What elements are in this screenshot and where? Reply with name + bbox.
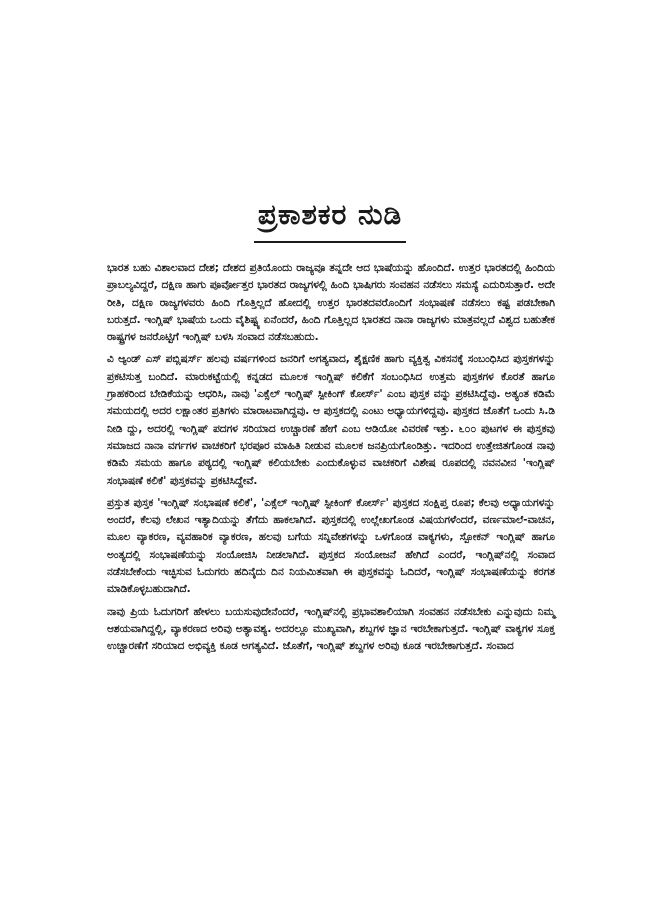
body-text	[107, 260, 555, 661]
paragraph-4: ನಾವು ಪ್ರಿಯ ಓದುಗರಿಗೆ ಹೇಳಲು ಬಯಸುವುದೇನೆಂದರೆ, ಇಂಗ್ಲಿಷ್‌ನಲ್ಲಿ ಪ್ರಭಾವಶಾಲಿಯಾಗಿ ಸಂವಹನ ನಡೆಸಬೇಕು ಎನ್ನುವುದು ನಿಮ್ಮ ಆಶಯವಾಗಿದ್ದಲ್ಲಿ, ವ್ಯಾಕರಣದ ಅರಿವು ಅತ್ಯಾವಶ್ಯ. ಅದರಲ್ಲೂ ಮುಖ್ಯವಾಗಿ, ಶಬ್ದಗಳ ಜ್ಞಾನ ಇರಬೇಕಾಗುತ್ತದೆ. ಇಂಗ್ಲಿಷ್ ವಾಕ್ಯಗಳ ಸೂಕ್ತ ಉಚ್ಚಾರಣೆಗೆ ಸರಿಯಾದ ಅಭಿವ್ಯಕ್ತಿ ಕೂಡ ಅಗತ್ಯವಿದೆ. ಜೊತೆಗೆ, ಇಂಗ್ಲಿಷ್ ಶಬ್ದಗಳ ಅರಿವು ಕೂಡ ಇರಬೇಕಾಗುತ್ತದೆ. ಸಂವಾದ	[107, 605, 555, 653]
page-title: ಪ್ರಕಾಶಕರ ನುಡಿ	[257, 198, 403, 231]
paragraph-1: ಭಾರತ ಬಹು ವಿಶಾಲವಾದ ದೇಶ; ದೇಶದ ಪ್ರತಿಯೊಂದು ರಾಜ್ಯವೂ ತನ್ನದೇ ಆದ ಭಾಷೆಯನ್ನು ಹೊಂದಿದೆ. ಉತ್ತರ ಭಾರತದಲ್ಲಿ ಹಿಂದಿಯ ಪ್ರಾಬಲ್ಯವಿದ್ದರೆ, ದಕ್ಷಿಣ ಹಾಗು ಪೂರ್ವೋತ್ತರ ಭಾರತದ ರಾಜ್ಯಗಳಲ್ಲಿ ಹಿಂದಿ ಭಾಷಿಗರು ಸಂವಹನ ನಡೆಸಲು ಸಮಸ್ಯೆ ಎದುರಿಸುತ್ತಾರೆ. ಅದೇ ರೀತಿ, ದಕ್ಷಿಣ ರಾಜ್ಯಗಳವರು ಹಿಂದಿ ಗೊತ್ತಿಲ್ಲದೆ ಹೋದಲ್ಲಿ ಉತ್ತರ ಭಾರತದವರೊಂದಿಗೆ ಸಂಭಾಷಣೆ ನಡೆಸಲು ಕಷ್ಟ ಪಡಬೇಕಾಗಿ ಬರುತ್ತದೆ. ಇಂಗ್ಲಿಷ್ ಭಾಷೆಯ ಒಂದು ವೈಶಿಷ್ಟ್ಯ ಏನೆಂದರೆ, ಹಿಂದಿ ಗೊತ್ತಿಲ್ಲದ ಭಾರತದ ನಾನಾ ರಾಜ್ಯಗಳು ಮಾತ್ರವಲ್ಲದೆ ವಿಶ್ವದ ಬಹುತೇಕ ರಾಷ್ಟ್ರಗಳ ಜನರೊಟ್ಟಿಗೆ ಇಂಗ್ಲಿಷ್ ಬಳಸಿ ಸಂವಾದ ನಡೆಸಬಹುದು.	[107, 262, 555, 344]
paragraph-3: ಪ್ರಸ್ತುತ ಪುಸ್ತಕ 'ಇಂಗ್ಲಿಷ್ ಸಂಭಾಷಣೆ ಕಲಿಕೆ', 'ಎಕ್ಸೆಲ್ ಇಂಗ್ಲಿಷ್ ಸ್ಪೀಕಿಂಗ್ ಕೋರ್ಸ್' ಪುಸ್ತಕದ ಸಂಕ್ಷಿಪ್ತ ರೂಪ; ಕೆಲವು ಅಧ್ಯಾಯಗಳನ್ನು ಅಂದರೆ, ಕೆಲವು ಲೇಖನ ಇತ್ಯಾದಿಯನ್ನು ತೆಗೆದು ಹಾಕಲಾಗಿದೆ. ಪುಸ್ತಕದಲ್ಲಿ ಉಲ್ಲೇಖಗೊಂಡ ವಿಷಯಗಳೆಂದರೆ, ವರ್ಣಮಾಲೆ-ವಾಚನ, ಮೂಲ ವ್ಯಾಕರಣ, ವ್ಯವಹಾರಿಕ ವ್ಯಾಕರಣ, ಹಲವು ಬಗೆಯ ಸನ್ನಿವೇಶಗಳನ್ನು ಒಳಗೊಂಡ ವಾಕ್ಯಗಳು, ಸ್ಪೋಕನ್ ಇಂಗ್ಲಿಷ್ ಹಾಗೂ ಅಂತ್ಯದಲ್ಲಿ ಸಂಭಾಷಣೆಯನ್ನು ಸಂಯೋಜಿಸಿ ನೀಡಲಾಗಿದೆ. ಪುಸ್ತಕದ ಸಂಯೋಜನೆ ಹೇಗಿದೆ ಎಂದರೆ, ಇಂಗ್ಲಿಷ್‌ನಲ್ಲಿ ಸಂವಾದ ನಡೆಸಬೇಕೆಂದು ಇಚ್ಛಿಸುವ ಓದುಗರು ಹದಿನೈದು ದಿನ ನಿಯಮಿತವಾಗಿ ಈ ಪುಸ್ತಕವನ್ನು ಓದಿದರೆ, ಇಂಗ್ಲಿಷ್ ಸಂಭಾಷಣೆಯನ್ನು ಕರಗತ ಮಾಡಿಕೊಳ್ಳಬಹುದಾಗಿದೆ.	[107, 496, 555, 596]
title-underline	[254, 241, 406, 243]
paragraph-2: ವಿ ಆ್ಯಂಡ್ ಎಸ್ ಪಬ್ಲಿಷರ್ಸ್ ಹಲವು ವರ್ಷಗಳಿಂದ ಜನರಿಗೆ ಅಗತ್ಯವಾದ, ಶೈಕ್ಷಣಿಕ ಹಾಗು ವ್ಯಕ್ತಿತ್ವ ವಿಕಸನಕ್ಕೆ ಸಂಬಂಧಿಸಿದ ಪುಸ್ತಕಗಳನ್ನು ಪ್ರಕಟಿಸುತ್ತ ಬಂದಿದೆ. ಮಾರುಕಟ್ಟೆಯಲ್ಲಿ ಕನ್ನಡದ ಮೂಲಕ ಇಂಗ್ಲಿಷ್ ಕಲಿಕೆಗೆ ಸಂಬಂಧಿಸಿದ ಉತ್ತಮ ಪುಸ್ತಕಗಳ ಕೊರತೆ ಹಾಗೂ ಗ್ರಾಹಕರಿಂದ ಬೇಡಿಕೆಯನ್ನು ಆಧರಿಸಿ, ನಾವು 'ಎಕ್ಸೆಲ್ ಇಂಗ್ಲಿಷ್ ಸ್ಪೀಕಿಂಗ್ ಕೋರ್ಸ್' ಎಂಬ ಪುಸ್ತಕ ವನ್ನು ಪ್ರಕಟಿಸಿದ್ದೆವು. ಅತ್ಯಂತ ಕಡಿಮೆ ಸಮಯದಲ್ಲಿ ಅದರ ಲಕ್ಷಾಂತರ ಪ್ರತಿಗಳು ಮಾರಾಟವಾಗಿದ್ದವು. ಆ ಪುಸ್ತಕದಲ್ಲಿ ಎಂಟು ಅಧ್ಯಾಯಗಳಿದ್ದವು. ಪುಸ್ತಕದ ಜೊತೆಗೆ ಒಂದು ಸಿ.ಡಿ ನೀಡಿ ದ್ದು, ಅದರಲ್ಲಿ ಇಂಗ್ಲಿಷ್ ಪದಗಳ ಸರಿಯಾದ ಉಚ್ಚಾರಣೆ ಹೇಗೆ ಎಂಬ ಆಡಿಯೋ ವಿವರಣೆ ಇತ್ತು. ೬೦೦ ಪುಟಗಳ ಈ ಪುಸ್ತಕವು ಸಮಾಜದ ನಾನಾ ವರ್ಗಗಳ ವಾಚಕರಿಗೆ ಭರಪೂರ ಮಾಹಿತಿ ನೀಡುವ ಮೂಲಕ ಜನಪ್ರಿಯಗೊಂಡಿತ್ತು. ಇದರಿಂದ ಉತ್ತೇಜಿತಗೊಂಡ ನಾವು ಕಡಿಮೆ ಸಮಯ ಹಾಗೂ ಪಠ್ಯದಲ್ಲಿ ಇಂಗ್ಲಿಷ್ ಕಲಿಯಬೇಕು ಎಂದುಕೊಳ್ಳುವ ವಾಚಕರಿಗೆ ವಿಶೇಷ ರೂಪದಲ್ಲಿ ನವನವೀನ 'ಇಂಗ್ಲಿಷ್ ಸಂಭಾಷಣೆ ಕಲಿಕೆ' ಪುಸ್ತಕವನ್ನು ಪ್ರಕಟಿಸಿದ್ದೇವೆ.	[107, 353, 555, 487]
